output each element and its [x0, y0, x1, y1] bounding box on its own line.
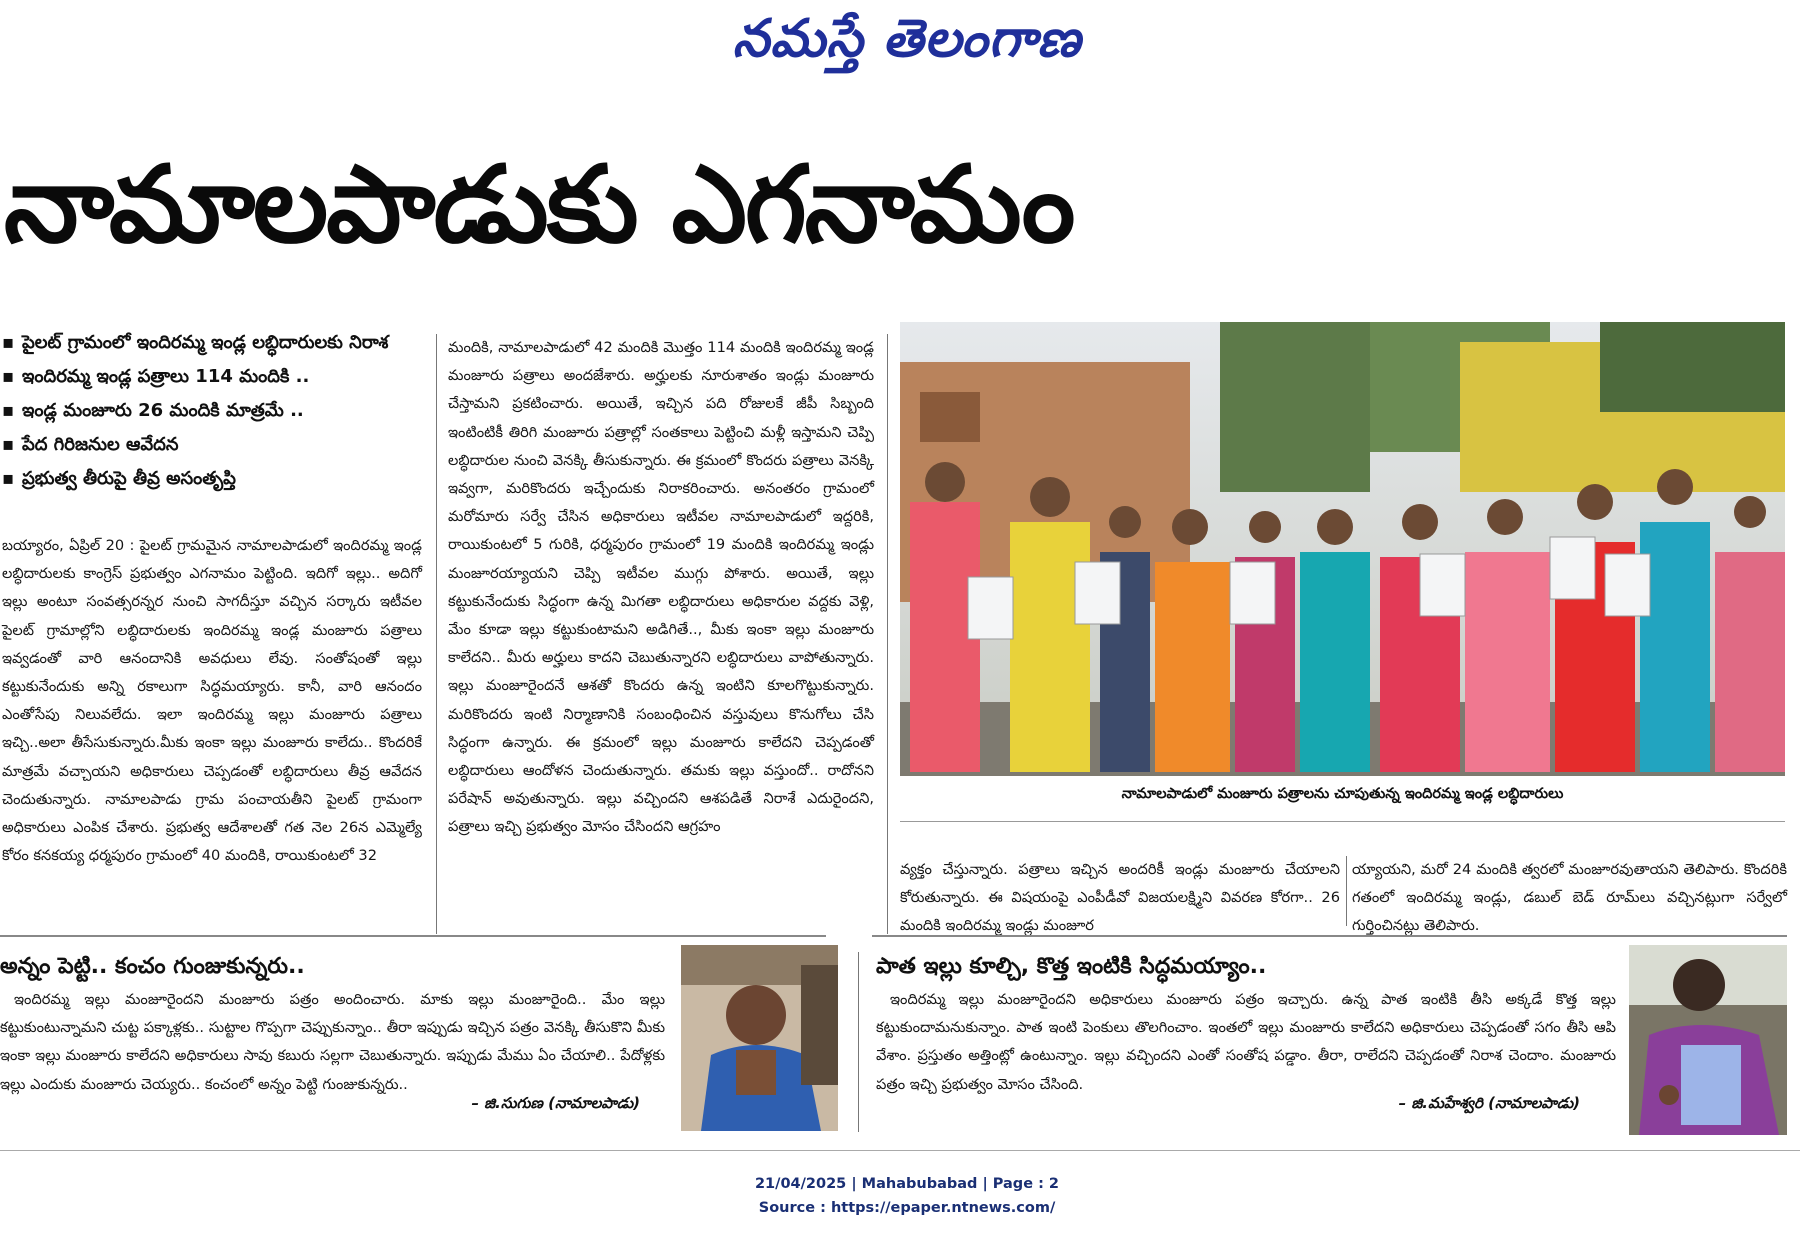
masthead-logo: నమస్తే తెలంగాణ: [732, 8, 1082, 69]
article-column-4: య్యాయని, మరో 24 మందికి త్వరలో మంజూరవుతాయని తెలిపారు. కొందరికి గతంలో ఇందిరమ్మ ఇండ్లు, డబుల్ బెడ్ రూమ్‌లు వచ్చినట్లుగా సర్వేలో గుర్తించినట్లు తెలిపారు.: [1352, 861, 1787, 935]
side-story-1-byline: – జి.సుగుణ (నామాలపాడు): [471, 1094, 640, 1112]
beneficiaries-photo: [900, 322, 1785, 776]
side-story-1-photo: [681, 945, 838, 1131]
column-divider: [858, 952, 859, 1132]
column-divider: [436, 334, 437, 934]
highlight-item: ▪ ప్రభుత్వ తీరుపై తీవ్ర అసంతృప్తి: [2, 462, 432, 496]
woman-portrait-illustration: [681, 945, 838, 1131]
article-column-1: బయ్యారం, ఏప్రిల్ 20 : పైలట్ గ్రామమైన నామాలపాడులో ఇందిరమ్మ ఇండ్ల లబ్ధిదారులకు కాంగ్రెస్ ప్రభుత్వం ఎగనామం పెట్టింది. ఇదిగో ఇల్లు.. అదిగో ఇల్లు అంటూ సంవత్సరన్నర నుంచి సాగదీస్తూ వచ్చిన సర్కారు ఇటీవల పైలట్ గ్రామాల్లోని లబ్ధిదారులకు ఇందిరమ్మ ఇండ్ల మంజూరు పత్రాలు ఇవ్వడంతో వారి ఆనందానికి అవధులు లేవు. సంతోషంతో ఇల్లు కట్టుకునేందుకు అన్ని రకాలుగా సిద్ధమయ్యారు. కానీ, వారి ఆనందం ఎంతోసేపు నిలువలేదు. ఇలా ఇందిరమ్మ ఇల్లు మంజూరు పత్రాలు ఇచ్చి..అలా తీసేసుకున్నారు.మీకు ఇంకా ఇల్లు మంజూరు కాలేదు.. కొందరికే మాత్రమే వచ్చాయని అధికారులు చెప్పడంతో లబ్ధిదారులు తీవ్ర ఆవేదన చెందుతున్నారు. నామాలపాడు గ్రామ పంచాయతీని పైలట్ గ్రామంగా అధికారులు ఎంపిక చేశారు. ప్రభుత్వ ఆదేశాలతో గత నెల 26న ఎమ్మెల్యే కోరం కనకయ్య ధర్మపురం గ్రామంలో 40 మందికి, రాయికుంటలో 32: [2, 537, 422, 865]
section-rule: [872, 935, 1787, 937]
highlight-item: ▪ పైలట్ గ్రామంలో ఇందిరమ్మ ఇండ్ల లబ్ధిదారులకు నిరాశ: [2, 326, 432, 360]
woman-holding-document-illustration: [1629, 945, 1787, 1135]
photo-caption: నామాలపాడులో మంజూరు పత్రాలను చూపుతున్న ఇందిరమ్మ ఇండ్ల లబ్ధిదారులు: [1121, 786, 1564, 802]
side-story-1-title: అన్నం పెట్టి.. కంచం గుంజుకున్నరు..: [0, 954, 305, 979]
article-column-3: వ్యక్తం చేస్తున్నారు. పత్రాలు ఇచ్చిన అందరికీ ఇండ్లు మంజూరు చేయాలని కోరుతున్నారు. ఈ విషయంపై ఎంపీడీవో విజయలక్ష్మిని వివరణ కోరగా.. 26 మందికి ఇందిరమ్మ ఇండ్లు మంజూర: [900, 861, 1340, 935]
side-story-2-photo: [1629, 945, 1787, 1135]
article-column-2: మందికి, నామాలపాడులో 42 మందికి మొత్తం 114 మందికి ఇందిరమ్మ ఇండ్ల మంజూరు పత్రాలు అందజేశారు. అర్హులకు నూరుశాతం ఇండ్లు మంజూరు చేస్తామని ప్రకటించారు. అయితే, ఇచ్చిన పది రోజులకే జీపీ సిబ్బంది ఇంటింటికీ తిరిగి మంజూరు పత్రాల్లో సంతకాలు పెట్టించి మళ్లీ ఇస్తామని చెప్పి లబ్ధిదారుల నుంచి వెనక్కి తీసుకున్నారు. ఈ క్రమంలో కొందరు పత్రాలు వెనక్కి ఇవ్వగా, మరికొందరు ఇచ్చేందుకు నిరాకరించారు. అనంతరం గ్రామంలో మరోమారు సర్వే చేసిన అధికారులు ఇటీవల నామాలపాడులో ఇద్దరికి, రాయికుంటలో 5 గురికి, ధర్మపురం గ్రామంలో 19 మందికి ఇందిరమ్మ ఇండ్లు మంజూరయ్యాయని చెప్పి ఇటీవల ముగ్గు పోశారు. అయితే, ఇల్లు కట్టుకునేందుకు సిద్ధంగా ఉన్న మిగతా లబ్ధిదారులు అధికారుల వద్దకు వెళ్లి, మేం కూడా ఇల్లు కట్టుకుంటామని అడిగితే.., మీకు ఇంకా ఇల్లు మంజూరు కాలేదని.. మీరు అర్హులు కాదని చెబుతున్నారని లబ్ధిదారులు వాపోతున్నారు. ఇల్లు మంజూరైందనే ఆశతో కొందరు ఉన్న ఇంటిని కూలగొట్టుకున్నారు. మరికొందరు ఇంటి నిర్మాణానికి సంబంధించిన వస్తువులు కొనుగోలు చేసి సిద్ధంగా ఉన్నారు. ఈ క్రమంలో ఇల్లు మంజూరు కాలేదని చెప్పడంతో లబ్ధిదారులు ఆందోళన చెందుతున్నారు. తమకు ఇల్లు వస్తుందో.. రాదోనని పరేషాన్ అవుతున్నారు. ఇల్లు వచ్చిందని ఆశపడితే నిరాశే ఎదురైందని, పత్రాలు ఇచ్చి ప్రభుత్వం మోసం చేసిందని ఆగ్రహం: [448, 339, 874, 836]
side-story-2-body: ఇందిరమ్మ ఇల్లు మంజూరైందని అధికారులు మంజూరు పత్రం ఇచ్చారు. ఉన్న పాత ఇంటికి తీసి అక్కడే కొత్త ఇల్లు కట్టుకుందామనుకున్నాం. పాత ఇంటి పెంకులు తొలగించాం. ఇంతలో ఇల్లు మంజూరు కాలేదని అధికారులు చెప్పడంతో సగం తీసి ఆపి వేశాం. ప్రస్తుతం అత్తింట్లో ఉంటున్నాం. ఇల్లు వచ్చిందని ఎంతో సంతోష పడ్డాం. తీరా, రాలేదని చెప్పడంతో నిరాశ చెందాం. మంజూరు పత్రం ఇచ్చి ప్రభుత్వం మోసం చేసింది.: [876, 991, 1616, 1093]
side-story-1-body: ఇందిరమ్మ ఇల్లు మంజూరైందని మంజూరు పత్రం అందించారు. మాకు ఇల్లు మంజూరైంది.. మేం ఇల్లు కట్టుకుంటున్నామని చుట్ట పక్కాళ్లకు.. సుట్టాల గొప్పగా చెప్పుకున్నాం.. తీరా ఇప్పుడు ఇచ్చిన పత్రం వెనక్కి తీసుకొని మీకు ఇంకా ఇల్లు మంజూరు కాలేదని అధికారులు సావు కబురు సల్లగా చెబుతున్నారు. ఇప్పుడు మేము ఏం చేయాలి.. పేదోళ్లకు ఇల్లు ఎందుకు మంజూరు చెయ్యరు.. కంచంలో అన్నం పెట్టి గుంజుకున్నరు..: [0, 991, 665, 1093]
column-divider: [887, 334, 888, 934]
highlight-item: ▪ ఇందిరమ్మ ఇండ్ల పత్రాలు 114 మందికి ..: [2, 360, 432, 394]
side-story-2-title: పాత ఇల్లు కూల్చి, కొత్త ఇంటికి సిద్ధమయ్యాం..: [876, 954, 1267, 979]
photo-illustration: [900, 322, 1785, 776]
footer-page-info: 21/04/2025 | Mahabubabad | Page : 2: [754, 1176, 1060, 1192]
highlights-list: [2, 326, 432, 496]
footer-source-link[interactable]: Source : https://epaper.ntnews.com/: [758, 1200, 1056, 1216]
headline: నామాలపాడుకు ఎగనామం: [4, 143, 1074, 266]
caption-rule: [900, 821, 1785, 822]
highlight-item: ▪ పేద గిరిజనుల ఆవేదన: [2, 428, 432, 462]
column-divider: [1346, 856, 1347, 926]
section-rule: [0, 935, 826, 937]
bottom-rule: [0, 1150, 1800, 1151]
highlight-item: ▪ ఇండ్ల మంజూరు 26 మందికి మాత్రమే ..: [2, 394, 432, 428]
side-story-2-byline: – జి.మహేశ్వరి (నామాలపాడు): [1398, 1094, 1580, 1112]
